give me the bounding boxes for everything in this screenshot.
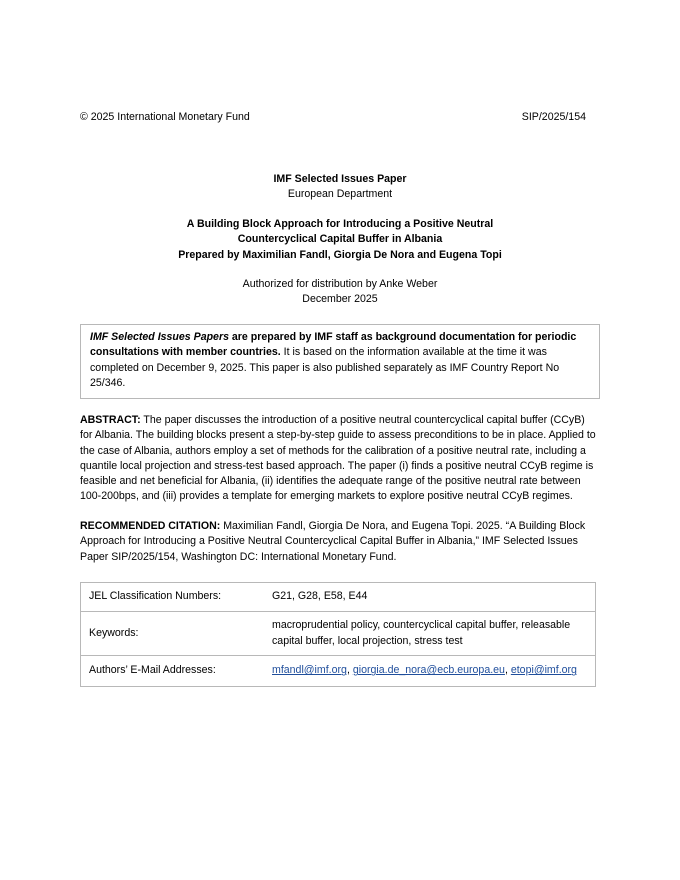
table-row <box>81 656 596 687</box>
disclaimer-bold-text: are prepared by IMF staff as background documentation for periodic consultations with member countries. <box>90 331 577 359</box>
department: European Department <box>287 188 393 201</box>
abstract <box>80 413 600 505</box>
keywords-label: Keywords: <box>81 612 257 656</box>
disclaimer-text: It is based on the information available at the time it was completed on December 9, 2025. This paper is also published separately as IMF Country Report No 25/346. <box>90 346 560 389</box>
publication-date: December 2025 <box>302 293 378 306</box>
title-line-1: A Building Block Approach for Introducing a Positive Neutral <box>186 218 494 230</box>
table-row <box>81 583 596 612</box>
disclaimer-box <box>80 324 600 399</box>
paper-number: SIP/2025/154 <box>521 111 586 123</box>
email-separator: , <box>346 664 353 677</box>
email-separator: , <box>504 664 511 677</box>
emails-value <box>256 656 596 687</box>
email-link-denora[interactable]: giorgia.de_nora@ecb.europa.eu <box>352 664 505 677</box>
copyright-text: © 2025 International Monetary Fund <box>80 111 250 123</box>
citation-text: Maximilian Fandl, Giorgia De Nora, and Eugena Topi. 2025. “A Building Block Approach for Introducing a Positive Neutral Countercyclical Capital Buffer in Albania,” IMF Selected Issues Paper SIP/2025/154, Washington DC: International Monetary Fund. <box>80 520 586 563</box>
disclaimer-series-name: IMF Selected Issues Papers <box>90 331 229 343</box>
authorization-block <box>80 277 600 308</box>
authors-line: Prepared by Maximilian Fandl, Giorgia De Nora and Eugena Topi <box>178 248 502 261</box>
email-link-fandl[interactable]: mfandl@imf.org <box>272 664 347 677</box>
title-line-2: Countercyclical Capital Buffer in Albania <box>237 233 443 246</box>
email-link-topi[interactable]: etopi@imf.org <box>510 664 577 677</box>
title-block <box>80 172 600 203</box>
emails-label: Authors’ E-Mail Addresses: <box>81 656 257 687</box>
authorized-by: Authorized for distribution by Anke Weber <box>242 278 438 290</box>
keywords-value: macroprudential policy, countercyclical capital buffer, releasable capital buffer, local projection, stress test <box>256 612 596 656</box>
paper-title <box>80 217 600 263</box>
table-row <box>81 612 596 656</box>
series-title: IMF Selected Issues Paper <box>273 173 407 185</box>
abstract-text: The paper discusses the introduction of a positive neutral countercyclical capital buffer (CCyB) for Albania. The building blocks present a step-by-step guide to assess preconditions to be in place. Applied to the case of Albania, authors employ a set of methods for the calibration of a positive neutral rate, including a quantile local projection and stress-test based approach. The paper (i) finds a positive neutral CCyB regime is feasible and net beneficial for Albania, (ii) identifies the adequate range of the positive neutral rate between 100-200bps, and (iii) provides a template for emerging markets to explore positive neutral CCyB regimes. <box>80 414 596 503</box>
info-table <box>80 582 596 687</box>
abstract-label: ABSTRACT: <box>80 414 141 426</box>
top-header <box>80 111 586 125</box>
citation-label: RECOMMENDED CITATION: <box>80 520 221 532</box>
citation <box>80 519 600 565</box>
jel-label: JEL Classification Numbers: <box>81 583 257 612</box>
jel-value: G21, G28, E58, E44 <box>256 583 596 612</box>
